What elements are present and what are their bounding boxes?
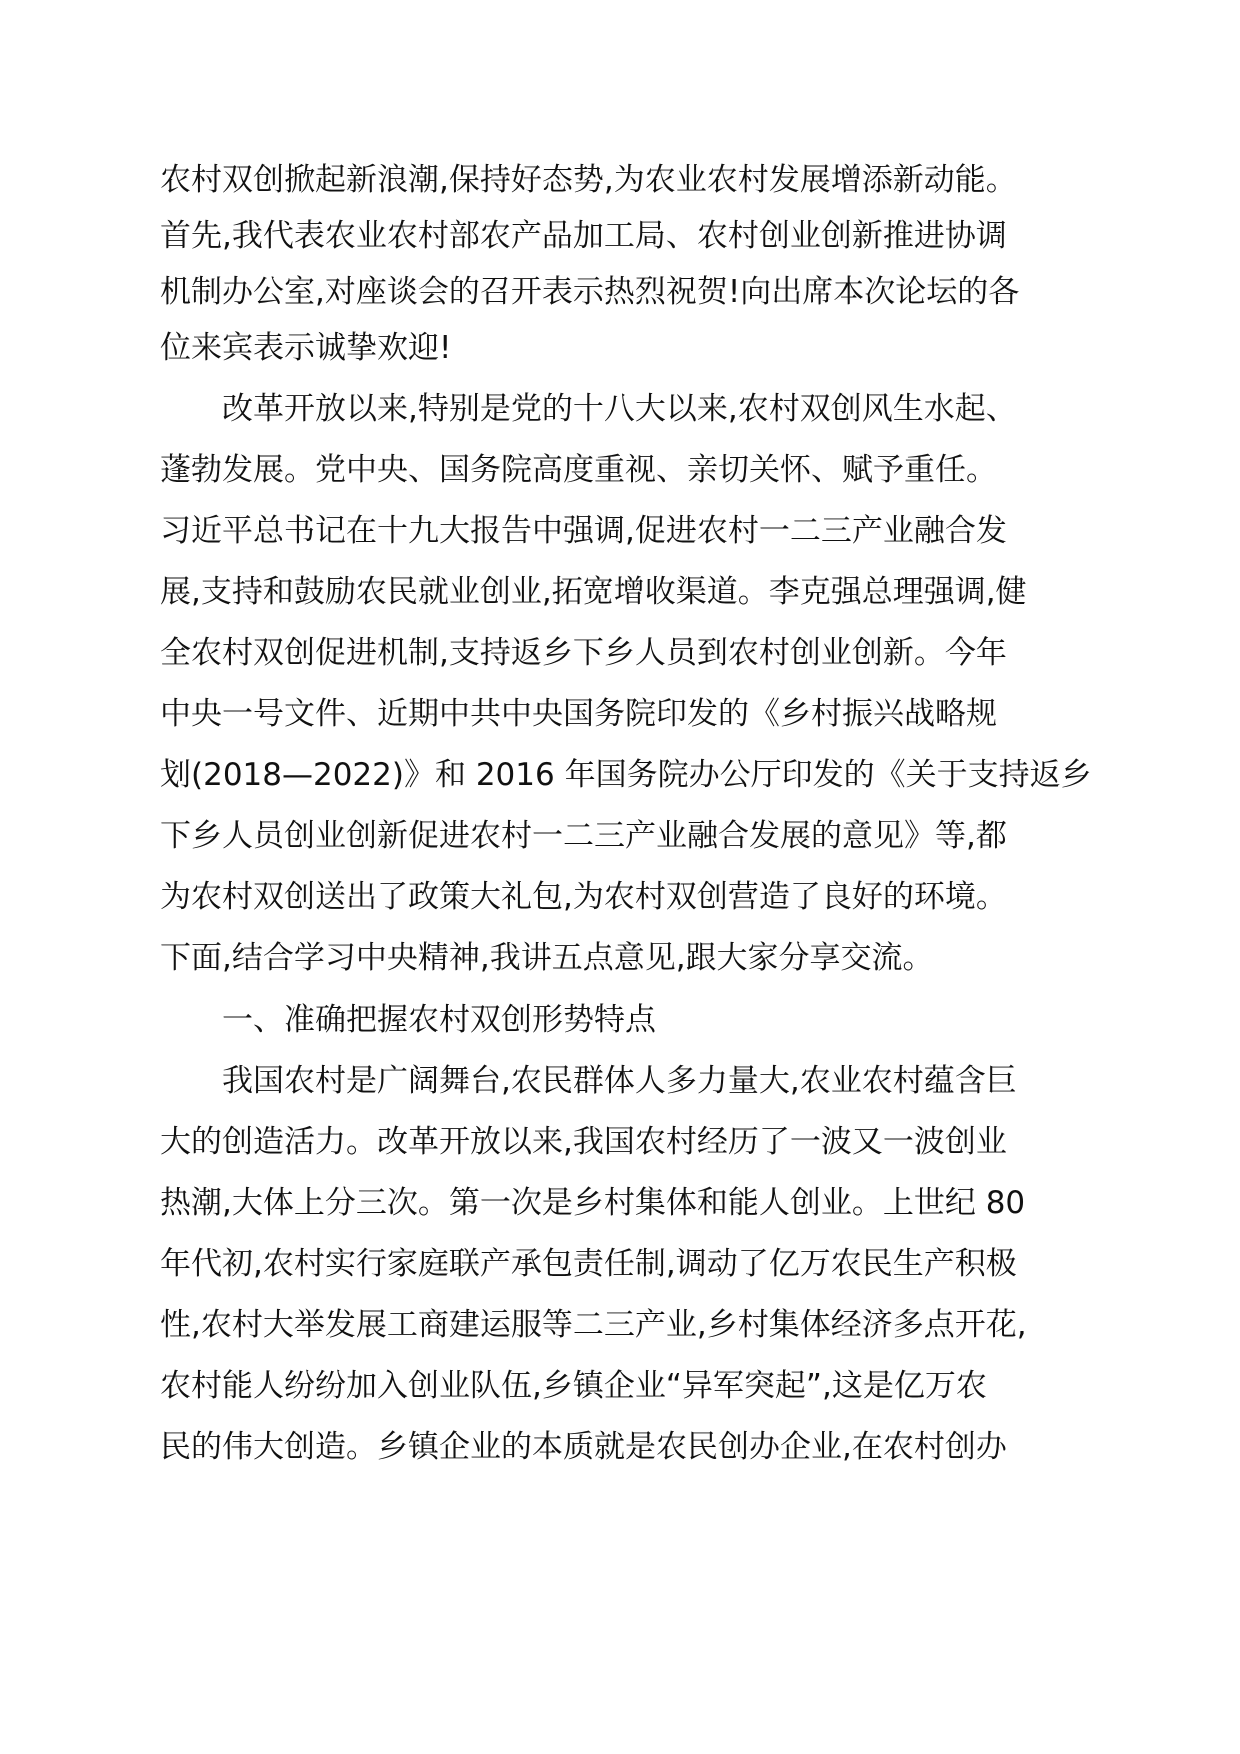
text-line: 全农村双创促进机制,支持返乡下乡人员到农村创业创新。今年 [160,635,1007,671]
text-line: 习近平总书记在十九大报告中强调,促进农村一二三产业融合发 [160,513,1007,549]
text-line: 首先,我代表农业农村部农产品加工局、农村创业创新推进协调 [160,218,1007,254]
text-line: 机制办公室,对座谈会的召开表示热烈祝贺!向出席本次论坛的各 [160,274,1020,310]
text-line: 农村双创掀起新浪潮,保持好态势,为农业农村发展增添新动能。 [160,162,1017,198]
text-line: 性,农村大举发展工商建运服等二三产业,乡村集体经济多点开花, [160,1307,1027,1343]
text-line: 年代初,农村实行家庭联产承包责任制,调动了亿万农民生产积极 [160,1246,1017,1282]
text-line: 大的创造活力。改革开放以来,我国农村经历了一波又一波创业 [160,1124,1007,1160]
section-heading: 一、准确把握农村双创形势特点 [222,1002,656,1038]
text-line: 划(2018—2022)》和 2016 年国务院办公厅印发的《关于支持返乡 [160,757,1092,793]
text-line: 下面,结合学习中央精神,我讲五点意见,跟大家分享交流。 [160,940,934,976]
text-line: 为农村双创送出了政策大礼包,为农村双创营造了良好的环境。 [160,879,1007,915]
text-line: 展,支持和鼓励农民就业创业,拓宽增收渠道。李克强总理强调,健 [160,574,1027,610]
text-line: 下乡人员创业创新促进农村一二三产业融合发展的意见》等,都 [160,818,1007,854]
text-line: 热潮,大体上分三次。第一次是乡村集体和能人创业。上世纪 80 [160,1185,1026,1221]
text-line: 中央一号文件、近期中共中央国务院印发的《乡村振兴战略规 [160,696,997,732]
text-line: 农村能人纷纷加入创业队伍,乡镇企业“异军突起”,这是亿万农 [160,1368,987,1404]
text-line: 位来宾表示诚挚欢迎! [160,330,452,366]
text-line: 民的伟大创造。乡镇企业的本质就是农民创办企业,在农村创办 [160,1429,1007,1465]
paragraph-first-line: 改革开放以来,特别是党的十八大以来,农村双创风生水起、 [222,391,1017,427]
text-line: 蓬勃发展。党中央、国务院高度重视、亲切关怀、赋予重任。 [160,452,997,488]
paragraph-first-line: 我国农村是广阔舞台,农民群体人多力量大,农业农村蕴含巨 [222,1063,1017,1099]
